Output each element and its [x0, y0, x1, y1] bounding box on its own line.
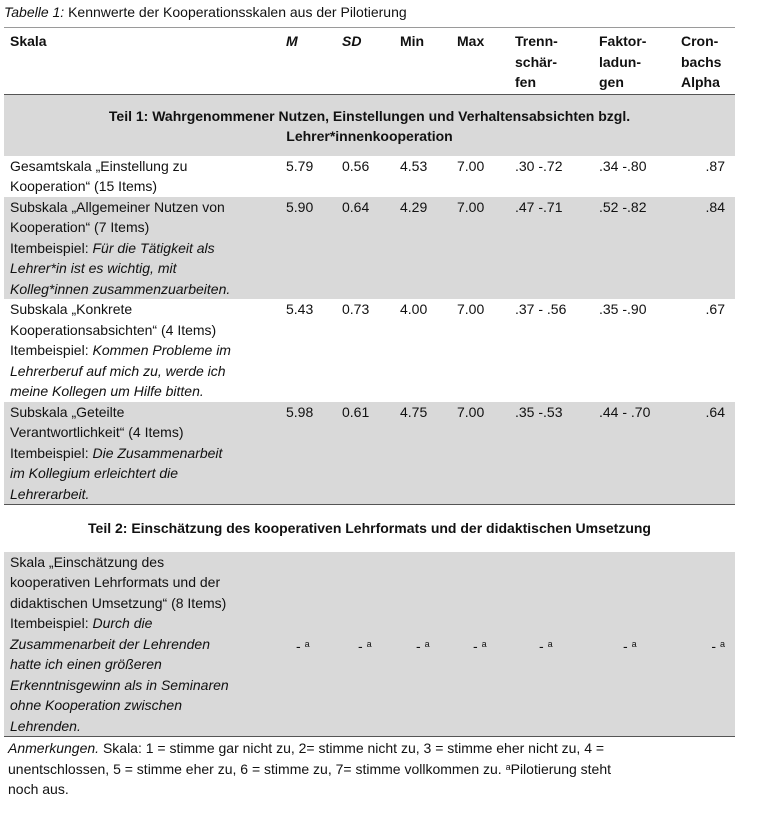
table-row — [4, 156, 735, 197]
row-1-faktorladungen: .34 -.80 — [599, 157, 647, 174]
header-max: Max — [451, 28, 509, 95]
row-1-sd: 0.56 — [342, 157, 370, 174]
row-3-alpha: .67 — [705, 301, 725, 317]
row-5-max: - $^a$ — [451, 552, 509, 737]
row-2-min: 4.29 — [394, 197, 451, 300]
row-5-skala: Skala „Einschätzung des kooperativen Lehrformats und der didaktischen Umsetzung“ (8 Items) Itembeispiel: Durch die Zusammenarbeit der Lehrenden hatte ich einen größeren Erkenntnisgewinn als in Seminaren ohne Kooperation zwischen Lehrenden. — [4, 552, 280, 737]
row-1-trennschaerfen: .30 -.72 — [515, 157, 563, 174]
row-3-max: 7.00 — [457, 301, 485, 317]
table-row — [4, 197, 735, 300]
row-1-min: 4.53 — [400, 157, 428, 174]
section-1-title: Teil 1: Wahrgenommener Nutzen, Einstellungen und Verhaltensabsichten bzgl. Lehrer*innenkooperation — [4, 94, 735, 156]
row-2-sd: 0.64 — [336, 197, 394, 300]
row-2-m: 5.90 — [280, 197, 336, 300]
row-5-trennschaerfen: - $^a$ — [509, 552, 593, 737]
row-4-alpha: .64 — [675, 402, 735, 505]
row-5-faktorladungen: - $^a$ — [593, 552, 675, 737]
row-3-m: 5.43 — [286, 301, 314, 317]
header-sd: SD — [336, 28, 394, 95]
row-4-faktorladungen: .44 - .70 — [593, 402, 675, 505]
table-row — [4, 299, 735, 402]
kennwerte-table — [4, 27, 735, 800]
header-skala: Skala — [4, 28, 280, 95]
caption-label: Tabelle 1: — [4, 4, 65, 20]
table-footnote: Anmerkungen. Skala: 1 = stimme gar nicht zu, 2= stimme nicht zu, 3 = stimme eher nicht zu, 4 = unentschlossen, 5 = stimme eher zu, 6 = stimme zu, 7= stimme vollkommen zu. $^a$Pilotierung steht noch aus. — [4, 737, 735, 800]
row-4-trennschaerfen: .35 -.53 — [509, 402, 593, 505]
row-1-skala: Gesamtskala „Einstellung zu Kooperation“ (15 Items) — [10, 157, 188, 194]
row-3-trennschaerfen: .37 - .56 — [515, 301, 567, 317]
section-2-title: Teil 2: Einschätzung des kooperativen Lehrformats und der didaktischen Umsetzung — [4, 505, 735, 552]
header-cronbachs-alpha: Cron- bachs Alpha — [675, 28, 735, 95]
row-2-alpha: .84 — [675, 197, 735, 300]
row-3-sd: 0.73 — [342, 301, 370, 317]
row-1-max: 7.00 — [457, 157, 485, 174]
row-5-alpha: - $^a$ — [675, 552, 735, 737]
caption-text: Kennwerte der Kooperationsskalen aus der Pilotierung — [64, 4, 407, 20]
row-4-sd: 0.61 — [336, 402, 394, 505]
row-3-faktorladungen: .35 -.90 — [599, 301, 647, 317]
row-5-m: - $^a$ — [280, 552, 336, 737]
row-2-skala: Subskala „Allgemeiner Nutzen von Kooperation“ (7 Items) Itembeispiel: Für die Tätigkeit als Lehrer*in ist es wichtig, mit Kolleg*innen zusammenzuarbeiten. — [4, 197, 280, 300]
row-4-max: 7.00 — [451, 402, 509, 505]
row-2-faktorladungen: .52 -.82 — [593, 197, 675, 300]
footnote-row — [4, 737, 735, 800]
table-caption — [4, 2, 407, 23]
header-m: M — [280, 28, 336, 95]
row-5-min: - $^a$ — [394, 552, 451, 737]
header-min: Min — [394, 28, 451, 95]
row-2-max: 7.00 — [451, 197, 509, 300]
row-2-trennschaerfen: .47 -.71 — [509, 197, 593, 300]
row-3-skala: Subskala „Konkrete Kooperationsabsichten“ (4 Items) Itembeispiel: Kommen Probleme im Lehrerberuf auf mich zu, werde ich meine Kollegen um Hilfe bitten. — [10, 301, 231, 399]
table-row — [4, 552, 735, 737]
header-trennschaerfen: Trenn- schär- fen — [509, 28, 593, 95]
table-row — [4, 402, 735, 505]
row-4-min: 4.75 — [394, 402, 451, 505]
section-2-row — [4, 505, 735, 552]
row-1-m: 5.79 — [286, 157, 314, 174]
row-4-skala: Subskala „Geteilte Verantwortlichkeit“ (4 Items) Itembeispiel: Die Zusammenarbeit im Kollegium erleichtert die Lehrerarbeit. — [4, 402, 280, 505]
header-faktorladungen: Faktor- ladun- gen — [593, 28, 675, 95]
row-5-sd: - $^a$ — [336, 552, 394, 737]
row-4-m: 5.98 — [280, 402, 336, 505]
row-1-alpha: .87 — [705, 157, 725, 174]
section-1-row — [4, 94, 735, 156]
header-row — [4, 28, 735, 95]
row-3-min: 4.00 — [400, 301, 428, 317]
